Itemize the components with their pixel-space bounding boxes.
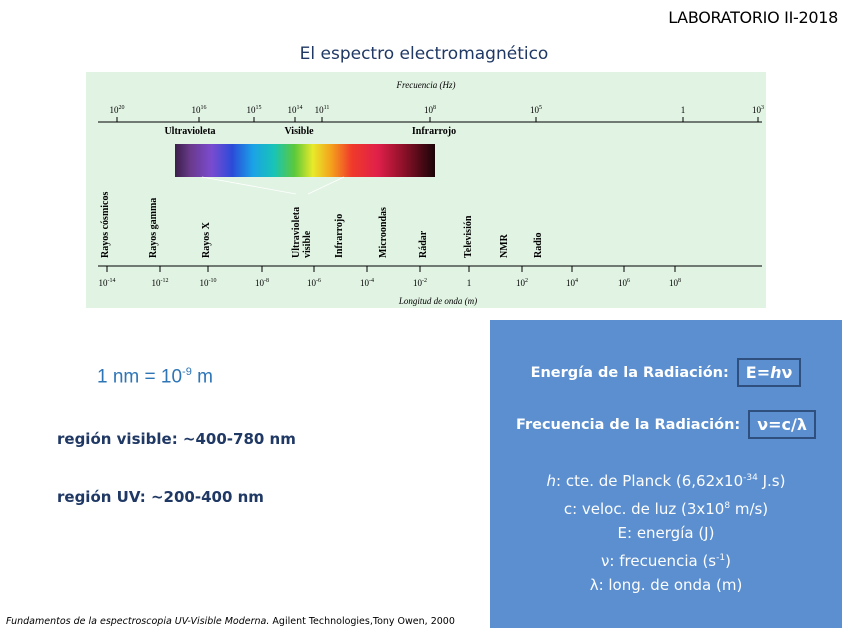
nm-prefix: 1 nm = 10 bbox=[97, 366, 183, 388]
legend-lambda: λ: long. de onda (m) bbox=[589, 576, 743, 594]
label-ultravioleta: Ultravioleta bbox=[164, 126, 216, 137]
legend-nu bbox=[490, 546, 842, 574]
region-label-3: Ultravioletavisible bbox=[291, 206, 313, 258]
freq-tick-label-7: 1 bbox=[680, 105, 686, 115]
legend-h-unit: J.s) bbox=[757, 472, 786, 490]
slide-title: El espectro electromagnético bbox=[299, 44, 549, 64]
lab-header: LABORATORIO II-2018 bbox=[668, 8, 838, 27]
freq-tick-label-0: $10^{20}$ bbox=[109, 105, 125, 115]
frequency-ticks bbox=[110, 105, 765, 122]
citation-title: Fundamentos de la espectroscopia UV-Visible Moderna. bbox=[6, 616, 270, 627]
energy-formula-nu: ν bbox=[781, 363, 793, 382]
legend-c-desc: c: veloc. de luz (3x10 bbox=[563, 499, 725, 518]
energy-formula bbox=[737, 358, 802, 387]
citation-source: Agilent Technologies,Tony Owen, 2000 bbox=[269, 616, 455, 627]
region-label-1: Rayos gamma bbox=[148, 197, 159, 258]
region-labels bbox=[100, 192, 544, 258]
visible-region-note: región visible: ~400-780 nm bbox=[57, 430, 296, 448]
legend-nu-exp: -1 bbox=[716, 552, 726, 563]
legend-c-exp: 8 bbox=[724, 500, 731, 511]
wave-tick-label-1: $10^{-12}$ bbox=[151, 278, 169, 288]
region-label-8: NMR bbox=[499, 234, 510, 258]
spectrum-figure bbox=[86, 72, 766, 308]
band-projection-left bbox=[202, 177, 296, 194]
energy-row bbox=[490, 358, 842, 387]
wave-tick-label-2: $10^{-10}$ bbox=[199, 278, 217, 288]
region-label-9: Radio bbox=[533, 232, 544, 258]
legend-nu-unit: ) bbox=[725, 551, 731, 570]
freq-tick-label-8: $10^3$ bbox=[752, 105, 764, 115]
energy-formula-prefix: E= bbox=[745, 363, 771, 382]
nm-suffix: m bbox=[191, 366, 213, 388]
spectrum-svg bbox=[86, 72, 766, 308]
wavelength-ticks bbox=[99, 266, 682, 288]
wave-tick-label-0: $10^{-14}$ bbox=[98, 278, 116, 288]
region-label-6: Rádar bbox=[418, 230, 429, 258]
visible-color-band bbox=[175, 144, 435, 177]
region-label-2: Rayos X bbox=[201, 222, 212, 258]
band-projection-right bbox=[308, 177, 344, 194]
freq-tick-label-5: $10^8$ bbox=[424, 105, 436, 115]
label-visible: Visible bbox=[284, 126, 314, 137]
formula-panel bbox=[490, 320, 842, 628]
symbol-legend bbox=[490, 466, 842, 598]
legend-nu-desc: ν: frecuencia (s bbox=[601, 551, 717, 570]
wave-tick-label-5: $10^{-4}$ bbox=[360, 278, 374, 288]
legend-h-exp: -34 bbox=[743, 473, 758, 483]
wave-tick-label-8: $10^2$ bbox=[516, 278, 528, 288]
region-label-5: Microondas bbox=[378, 207, 389, 258]
frequency-label: Frecuencia de la Radiación: bbox=[516, 416, 741, 433]
wavelength-axis-label: Longitud de onda (m) bbox=[398, 296, 478, 306]
wave-tick-label-10: $10^6$ bbox=[618, 278, 630, 288]
legend-h-symbol: h bbox=[546, 472, 557, 490]
freq-tick-label-4: $10^{11}$ bbox=[314, 105, 330, 115]
frequency-axis-label: Frecuencia (Hz) bbox=[396, 80, 456, 90]
nm-exponent: -9 bbox=[182, 366, 192, 378]
region-label-4: Infrarrojo bbox=[334, 213, 345, 258]
freq-tick-label-1: $10^{16}$ bbox=[191, 105, 207, 115]
legend-e: E: energía (J) bbox=[617, 524, 715, 542]
energy-label: Energía de la Radiación: bbox=[530, 364, 729, 381]
legend-h-desc: : cte. de Planck (6,62x10 bbox=[556, 472, 744, 490]
legend-h bbox=[490, 466, 842, 494]
legend-c-unit: m/s) bbox=[730, 499, 769, 518]
citation bbox=[6, 616, 455, 627]
legend-c bbox=[490, 494, 842, 522]
wave-tick-label-6: $10^{-2}$ bbox=[413, 278, 427, 288]
wave-tick-label-3: $10^{-8}$ bbox=[255, 278, 269, 288]
label-infrarrojo: Infrarrojo bbox=[411, 126, 457, 137]
wave-tick-label-9: $10^4$ bbox=[566, 278, 578, 288]
frequency-formula: ν=c/λ bbox=[748, 410, 816, 439]
wave-tick-label-11: $10^8$ bbox=[669, 278, 681, 288]
freq-tick-label-2: $10^{15}$ bbox=[246, 105, 262, 115]
frequency-row bbox=[490, 410, 842, 439]
nm-conversion bbox=[97, 366, 213, 388]
freq-tick-label-3: $10^{14}$ bbox=[287, 105, 303, 115]
region-label-7: Televisión bbox=[463, 215, 474, 258]
uv-region-note: región UV: ~200-400 nm bbox=[57, 488, 264, 506]
energy-formula-h: h bbox=[770, 363, 782, 382]
wave-tick-label-4: $10^{-6}$ bbox=[307, 278, 321, 288]
freq-tick-label-6: $10^5$ bbox=[530, 105, 542, 115]
wave-tick-label-7: 1 bbox=[466, 278, 472, 288]
region-label-0: Rayos cósmicos bbox=[100, 191, 111, 258]
